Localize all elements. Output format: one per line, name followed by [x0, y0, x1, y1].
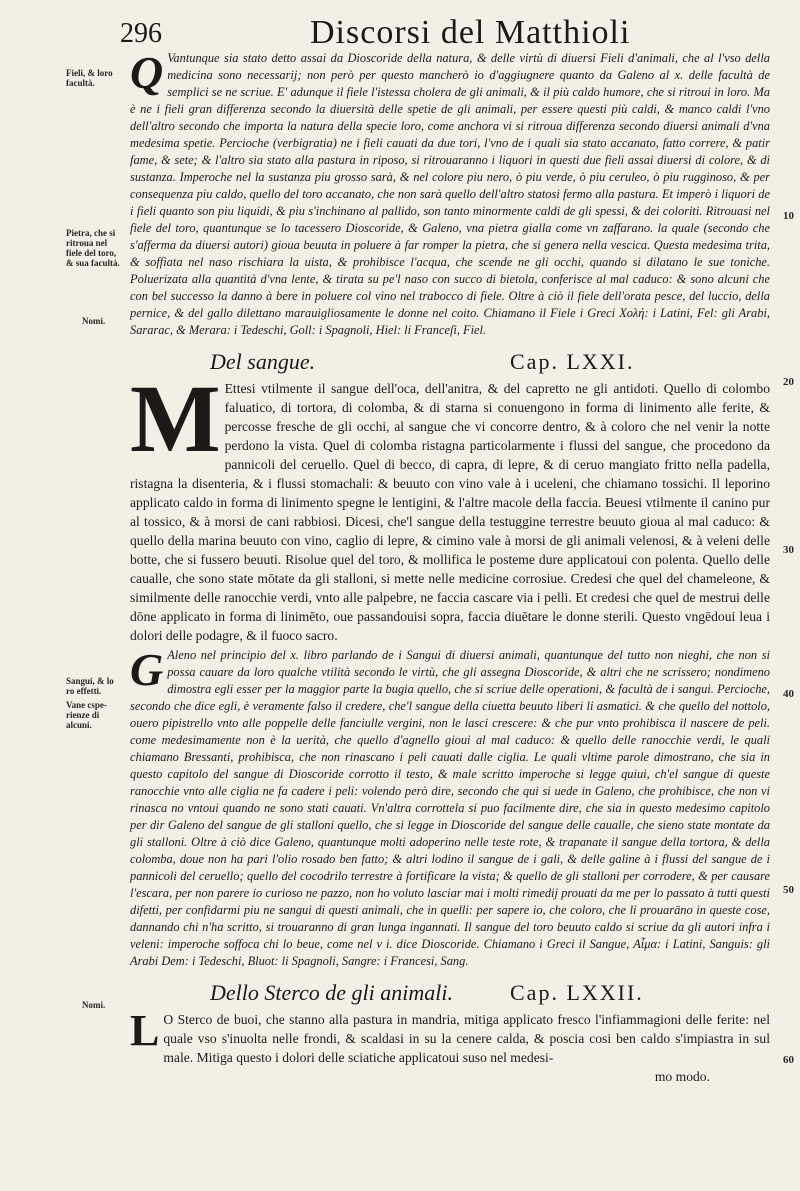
line-mark-10: 10	[783, 210, 794, 222]
margin-note-pietra: Pietra, che si ritroua nel fiele del toro, & sua facultà.	[66, 228, 120, 268]
dropcap-g: G	[130, 644, 164, 695]
sterco-text: O Sterco de buoi, che stanno alla pastura in mandria, mitiga applicato fresco l'infiammagioni delle ferite: nel quale vso s'inuolta nelle frondi, & scaldasi in su la cenere calda, & poscia cosi ben caldo s'impiastra in sul male. Mitiga questo i dolori delle sciatiche applicatoui suso nel medesi-	[163, 1012, 770, 1065]
line-mark-20: 20	[783, 376, 794, 388]
sangue-heading	[130, 345, 770, 379]
margin-note-vane: Vane cspe-rienze di alcuni.	[66, 700, 107, 730]
sterco-end-line: mo modo.	[654, 1069, 710, 1084]
sterco-title: Dello Sterco de gli animali.	[210, 980, 453, 1005]
sterco-heading	[130, 976, 770, 1010]
sangue-chapter: Cap. LXXI.	[510, 349, 635, 374]
dropcap-m: M	[130, 365, 221, 472]
margin-note-nomi-2: Nomi.	[82, 1000, 106, 1010]
sangue-text: Ettesi vtilmente il sangue dell'oca, dell'anitra, & del capretto ne gli antidoti. Quello di colombo faluatico, di tortora, di colomba, & di starna si conuengono in forma di linimento alle ferite, & percosse fresche de gli occhi, al sangue che vi concorre dentro, & à coloro che nel venir la notte perdono la vista. Quel di colomba ristagna particolarmente i flussi del sangue, che procedono da pannicoli del ceruello. Quel di becco, di capra, di lepre, & di ceruo mangiato fritto nella padella, ristagna la disenteria, & i flussi stomachali: & beuuto con vino vale à i uceleni, che chiamano tossichi. Il leporino applicato caldo in forma di linimento spegne le lentigini, & l'altre macole della faccia. Beuesi vtilmente il canino pur al tossico, & à morsi de cani rabbiosi. Dicesi, che'l sangue della testuggine terrestre beuuto gioua al mal caduco: & quello della marina beuuto con vino, caglio di lepre, & cimino vale à morsi de gli animali velenosi, & à veleni delle botte, che si fussero beuuti. Risolue quel del toro, & mollifica le posteme dure applicatoui con polenta. Quello delle caualle, che sono state mōtate da gli stalloni, si mette nelle medicine corrosiue. Credesi che quel del chameleone, & similmente delle ranocchie verdi, vnto alle palpebre, ne faccia cascare via i pelli. Et credesi che quel de mestrui delle dōne applicato in forma di linimēto, oue passandouisi sopra, faccia diuētare le donne sterili. Questo vngēdoui leua i dolori delle podagre, & il fuoco sacro.	[130, 381, 770, 643]
sterco-chapter: Cap. LXXII.	[510, 980, 644, 1005]
line-mark-30: 30	[783, 544, 794, 556]
line-mark-50: 50	[783, 884, 794, 896]
sangue-commentary-paragraph	[130, 644, 770, 970]
margin-note-sangui: Sangui, & lo ro effetti.	[66, 676, 114, 696]
margin-note-nomi-1: Nomi.	[82, 316, 106, 326]
sangue-title: Del sangue.	[210, 349, 316, 374]
text-body	[130, 47, 770, 1086]
line-mark-60: 60	[783, 1054, 794, 1066]
dropcap-q: Q	[130, 47, 164, 98]
fiele-paragraph	[130, 47, 770, 339]
dropcap-l: L	[130, 1006, 160, 1055]
sterco-paragraph	[130, 1006, 770, 1067]
line-mark-40: 40	[783, 688, 794, 700]
page-number: 296	[120, 18, 162, 49]
sangue-paragraph	[130, 365, 770, 645]
margin-note-fieli: Fieli, & loro facultà.	[66, 68, 113, 88]
sangue-commentary-text: Aleno nel principio del x. libro parlando de i Sangui di diuersi animali, quantunque del tutto non nieghi, che non si possa cauare da loro qualche vtilità secondo le virtù, che gli assegna Dioscoride, & altri che ne scrissero; nondimeno dimostra egli esser per la maggior parte la bugia quello, che si scriue delle operationi, & facultà de i sangui. Percioche, secondo che dice egli, è veramente falso il credere, che'l sangue della ciuetta beuuto liberi li asmatici. & che quello del nottolo, ouero pipistrello vnto alle poppelle delle fanciulle vergini, non le lasci crescere: & che pur vnto prohibisca il nascere de peli. come medesimamente non è la uerità, che quello d'agnello gioui al mal caduco: & quello delle ranocchie verdi, le quali chiamano Bressanti, prohibisca, che non rinascano i peli cauati dalle ciglia. Le quali vltime parole dimostrano, che sia in questo capitolo del sangue di Dioscoride corrotto il testo, & male scritto imperoche si legge quiui, ch'el sangue di queste ranocchie vnto alle ciglia ne fa cadere i peli: volendo però dire, secondo che qui si uede in Galeno, che prohibisce, che non vi rinasca no vntoui quando ne sono stati cauati. Vn'altra corrottela si puo facilmente dire, che sia in questo medesimo capitolo per dir Galeno del sangue de gli stalloni quello, che si legge in Dioscoride del sangue delle caualle, che sieno state montate da gli stalloni. Oltre à ciò dice Galeno, quantunque molti adoperino nelle teste rote, & trapanate il sangue della tortora, & della colomba, doue non ha pari l'olio rosado ben fatto; & altri lodino il sangue de i gali, & delle galine à i flussi del sangue de i pannicoli del ceruello; quello del cocodrilo terrestre à fortificare la vista; & quello de gli stalloni per corrodere, & per causare l'escara, per non parere io curioso ne pazzo, non ho voluto lasciar mai i molti rimedij prouati da me per lo passato à tutti questi difetti, per confidarmi piu ne sangui di questi animali, che in quelli: per sapere io, che coloro, che li prouarāno in queste cose, dannando chi n'ha scritto, si trouaranno di gran lunga ingannati. Il sangue del toro beuuto caldo si scriue da gli autori infra i veleni: imperoche soffoca chi lo beue, come nel v i. dice Dioscoride. Chiamano i Greci il Sangue, Αἷμα: i Latini, Sanguis: gli Arabi Dem: i Tedeschi, Bluot: li Spagnoli, Sangre: i Francesi, Sang.	[130, 648, 770, 968]
fiele-text: Vantunque sia stato detto assai da Dioscoride della natura, & delle virtù di diuersi Fieli d'animali, che al l'vso della medicina sono necessarij; non però per questo mancherò io d'aggiugnere quanto da Galeno al x. delle facultà de semplici se ne scriue. E' adunque il fiele l'istessa cholera de gli animali, & il più caldo humore, che si ritroui in loro. Ma è ne i fieli gran differenza secondo la diuersità delle spetie de gli animali, per essere questi più caldi, & manco caldi l'vno dell'altro secondo che importa la natura della specie loro, come anchora vi si ritroua differenza secondo diuersi animali d'vna medesima spetie. Percioche (verbigratia) ne i fieli cauati da due tori, l'vno de i quali sia stato accanato, fatto correre, & patir fame, & sete; & l'altro sia stato alla pastura in riposo, si ritrouaranno i liquori in questi due fieli assai diuersi di colore, & di sustanza. Imperoche nel la sustanza piu grosso sarà, & nel colore piu nero, ò piu verde, ò piu ceruleo, ò piu rugginoso, & per consequenza piu caldo, quello del toro accanato, che non sarà quello dell'altro statosi fermo alla pastura. Et imperò i liquori de i fieli quanto son piu liquidi, & piu s'inchinano al pallido, son tanto minormente caldi de gli spessi, & dei coloriti. Ritrouasi nel fiele del toro, quantunque se lo tacessero Dioscoride, & Galeno, vna pietra gialla come vn zaffarano. la quale (secondo che s'afferma da diuersi autori) gioua beuuta in poluere à far romper la pietra, che si genera nella vescica. Questa medesima trita, & soffiata nel naso rischiara la uista, & prohibisce l'acqua, che scende ne gli occhi, quando si dilatano le sue toniche. Poluerizata alla quantità d'vna lente, & tirata su pe'l naso con succo di bietola, conferisce al mal caduco: & sono alcuni che con bel successo la danno à bere in poluere col vino nel trabocco di fiele. Oltre à ciò il fiele dell'orata pesce, del luccio, della pernice, & del gallo dilettano marauigliosamente le donne nel coito. Chiamano il Fiele i Greci Χολή: i Latini, Fel: gli Arabi, Sararac, & Merara: i Tedeschi, Goll: i Spagnoli, Hiel: li Franceſi, Fiel.	[130, 51, 770, 337]
running-title: Discorsi del Matthioli	[310, 14, 631, 51]
